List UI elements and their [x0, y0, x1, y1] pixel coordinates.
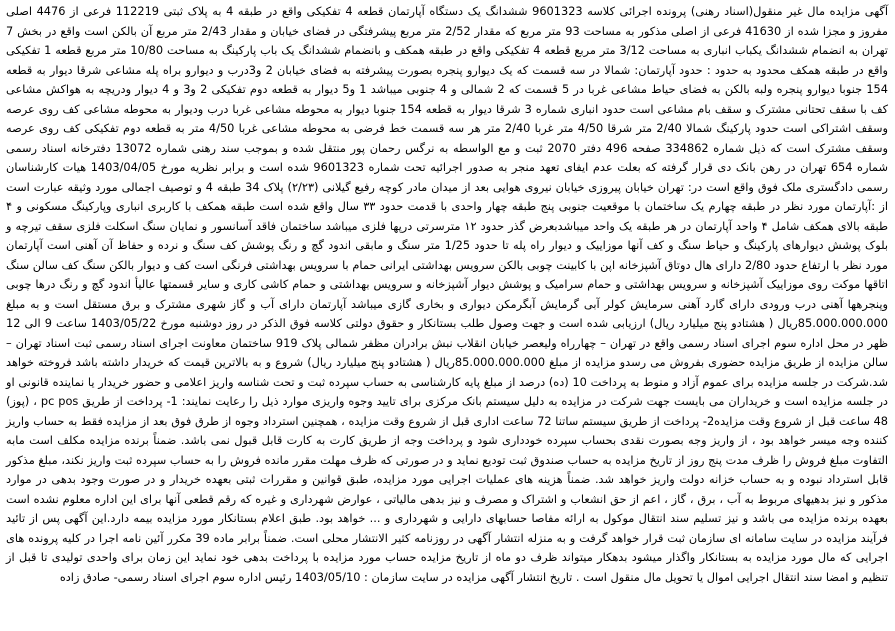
auction-notice-body: آگهی مزایده مال غیر منقول(اسناد رهنی) پرونده اجرائی کلاسه 9601323 ششدانگ یک دستگاه آپارتمان قطعه 4 تفکیکی واقع در طبقه 4 به پلاک ثبتی 112219 فرعی از 4476 اصلی مفروز و مجزا شده از 41630 فرعی از اصلی مذکور به مساحت 93 متر مربع که مقدار 2/52 متر مربع پیشرفتگی در فضای خیابان و مقدار 2/43 متر مربع آن بالکن است واقع در بخش 7 تهران به انضمام ششدانگ یکباب انباری به مساحت 3/12 متر مربع قطعه 4 تفکیکی واقع در طبقه همکف و بانضمام ششدانگ یک باب پارکینگ به مساحت 10/80 متر مربع قطعه 1 تفکیکی واقع در طبقه همکف محدود به حدود : حدود آپارتمان: شمالا در سه قسمت که یک دیوارو پنجره بصورت پیشرفته به فضای خیابان 2 و3درب و دیوارو براه پله مشاعی شرقا دیوار به قطعه 154 جنوبا دیوارو پنجره ولبه بالکن به فضای حیاط مشاعی غربا در 5 قسمت که 2 شمالی و 4 جنوبی میباشد 1 و5 دیوار به قطعه دوم تفکیکی 2 و3 و 4 دیوار ودریچه به هواکش مشاعی کف با سقف تحتانی مشترک و سقف بام مشاعی است حدود انباری شماره 3 شرقا دیوار به قطعه 154 جنوبا دیوار به محوطه مشاعی غربا درب ودیوار به محوطه مشاعی کف روی عرصه وسقف اشتراکی است حدود پارکینگ شمالا 2/40 متر شرقا 4/50 متر غربا 2/40 متر هر سه قسمت خط فرضی به محوطه مشاعی غربا 4/50 متر به قطعه دوم تفکیکی کف روی عرصه وسقف مشترک است که ذیل شماره 334862 صفحه 496 دفتر 2070 ثبت و مع الواسطه به نرگس رحمان پور منتقل شده و بموجب سند رهنی شماره 13072 دفترخانه اسناد رسمی شماره 654 تهران در رهن بانک دی قرار گرفته که بعلت عدم ایفای تعهد منجر به صدور اجرائیه تحت شماره 9601323 شده است و برابر نظریه مورخ 1403/04/05 هیات کارشناسان رسمی دادگستری ملک فوق واقع است در: تهران خیابان پیروزی خیابان نیروی هوایی بعد از میدان مادر کوچه رفیع گیلانی (۲/۲۳) پلاک 34 طبقه 4 و توصیف اجمالی مورد وثیقه عبارت است از :آپارتمان مورد نظر در طبقه چهارم یک ساختمان با موقعیت جنوبی پنج طبقه چهار واحدی با قدمت حدود ۳۳ سال واقع شده است طبقه همکف با کاربری انباری وپارکینگ مسکونی و ۴ طبقه بالای همکف شامل ۴ واحد آپارتمان در هر طبقه یک واحد میباشدبعرض گذر حدود ۱۲ مترسرتی درپها فلزی میباشد ساختمان فاقد آسانسور و نمایان سنگ اسکلت فلزی سقف تیرچه و بلوک پوشش دیوارهای پارکینگ و حیاط سنگ و کف آنها موزاییک و دیوار راه پله تا حدود 1/25 متر سنگ و مابقی اندود گچ و رنگ پوشش کف سنگ و نرده و حفاظ آن آهنی است آپارتمان مورد نظر با ارتفاع حدود 2/80 دارای هال دوتاق آشپزخانه اپن با کابینت چوبی بالکن سرویس بهداشتی ایرانی حمام با سرویس بهداشتی فرنگی است کف و دیوار بالکن سنگ کف سالن سنگ اتاقها موکت روی موزاییک آشپزخانه و سرویس بهداشتی و حمام سرامیک و پوشش دیوار آشپزخانه و سرویس بهداشتی و حمام کاشی کاری و سایر قسمتها عالیأ اندود گچ و رنگ درها چوبی وپنجرهها آهنی درب ورودی دارای گارد آهنی سرمایش کولر آبی گرمایش آبگرمکن دیواری و بخاری گازی میباشد آپارتمان دارای آب و گاز شهری مشترک و برق مستقل است و به مبلغ 85.000.000.000ریال ( هشتادو پنج میلیارد ریال) ارزیابی شده است و جهت وصول طلب بستانکار و حقوق دولتی کلاسه فوق الذکر در روز دوشنبه مورخ 1403/05/22 ساعت 9 الی 12 ظهر در محل اداره سوم اجرای اسناد رسمی واقع در تهران – چهارراه ولیعصر خیابان انقلاب نبش برادران مظفر شمالی پلاک 919 ساختمان معاونت اجرای اسناد رسمی ثبت اسناد تهران – سالن مزایده از طریق مزایده حضوری بفروش می رسدو مزایده از مبلغ 85.000.000.000ریال ( هشتادو پنج میلیارد ریال) شروع و به بالاترین قیمت که خریدار داشته باشد فروخته خواهد شد.شرکت در جلسه مزایده برای عموم آزاد و منوط به پرداخت 10 (ده) درصد از مبلغ پایه کارشناسی به حساب سپرده ثبت و تحت شناسه واریز اعلامی و حضور خریدار یا نماینده قانونی او در جلسه مزایده است و خریداران می بایست جهت شرکت در مزایده به دلیل سیستم بانک مرکزی برای تایید وجوه واریزی موارد ذیل را رعایت نمایند: 1- پرداخت از طریق pc pos ، (پوز) 48 ساعت قبل از شروع وقت مزایده2- پرداخت از طریق سیستم ساتنا 72 ساعت اداری قبل از شروع وقت مزایده ، همچنین استرداد وجوه از طرق فوق بعد از مزایده فقط به حساب واریز کننده وجه میسر خواهد بود ، از واریز وجه بصورت نقدی بحساب سپرده خودداری شود و پرداخت وجه از طریق کارت به کارت قابل قبول نمی باشد. ضمناً برنده مزایده مکلف است مابه التفاوت مبلغ فروش را ظرف مدت پنج روز از تاریخ مزایده به حساب صندوق ثبت تودیع نماید و در صورتی که ظرف مهلت مقرر مانده فروش را به حساب سپرده ثبت واریز نکند، مبلغ مذکور قابل استرداد نبوده و به حساب خزانه دولت واریز خواهد شد. ضمناً هزینه های عملیات اجرایی مورد مزایده، طبق قوانین و مقررات ثبتی بعهده خریدار و در صورت وجود بدهی در موارد مذکور و نیز بدهیهای مربوط به آب ، برق ، گاز ، اعم از حق انشعاب و اشتراک و مصرف و نیز بدهی مالیاتی ، عوارض شهرداری و غیره که رقم قطعی آنها برای این اداره معلوم نشده است بعهده برنده مزایده می باشد و نیز تسلیم سند انتقال موکول به ارائه مفاصا حسابهای دارایی و شهرداری و ... خواهد بود. طبق اعلام بستانکار مورد مزایده بیمه دارد.این آگهی پس از تائید فرآیند مزایده در سایت سامانه ای سازمان ثبت قرار خواهد گرفت و به منزله انتشار آگهی در روزنامه کثیر الانتشار محلی است. ضمناً برابر ماده 39 مکرر آئین نامه اجرا در کلیه پرونده های اجرایی که مال مورد مزایده به بستانکار واگذار میشود بدهکار میتواند ظرف دو ماه از تاریخ مزایده حساب مورد مزایده با پرداخت بدهی خود نماید این زمان برای واحدی تولیدی تا قبل از تنظیم و امضا سند انتقال اجرایی اموال یا تحویل مال منقول است . تاریخ انتشار آگهی مزایده در سایت سازمان : 1403/05/10 رئیس اداره سوم اجرای اسناد رسمی- صادق زاده — [6, 4, 889, 584]
